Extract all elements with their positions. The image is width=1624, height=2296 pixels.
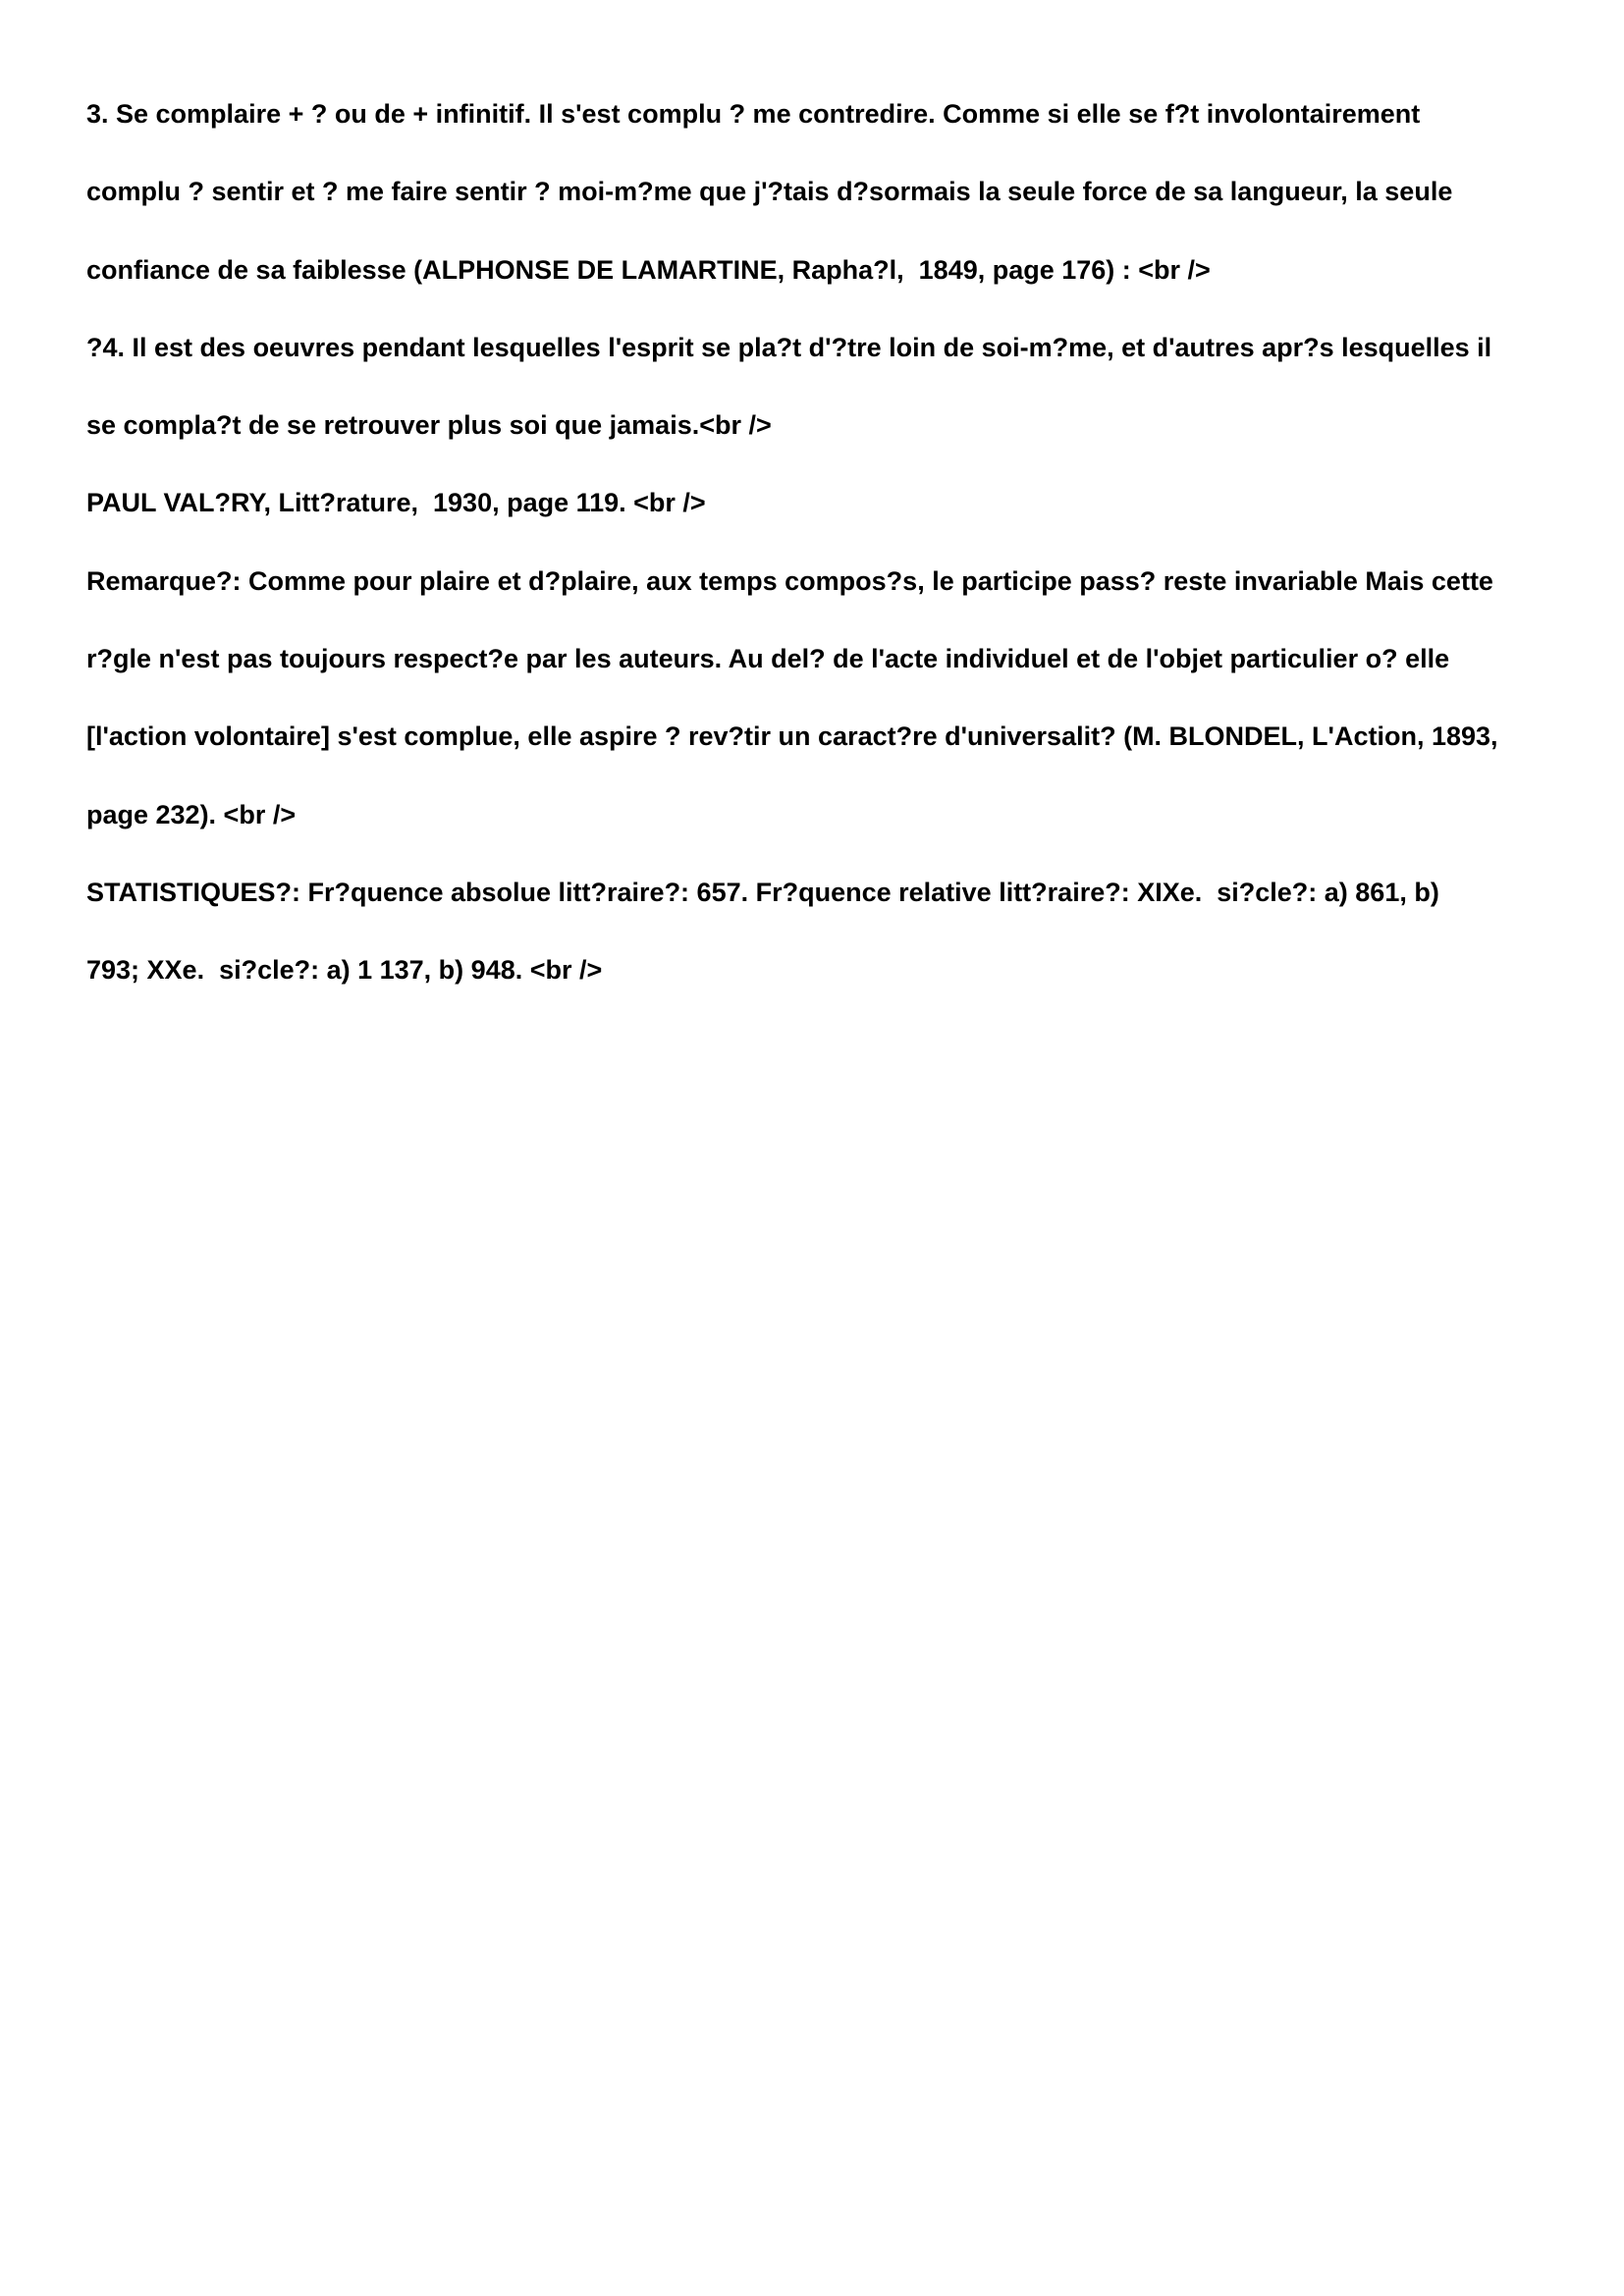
text-line: STATISTIQUES?: Fr?quence absolue litt?raire?: 657. Fr?quence relative litt?raire?: XIXe. si?cle?: a) 861, b): [86, 877, 1439, 907]
text-line: Remarque?: Comme pour plaire et d?plaire, aux temps compos?s, le participe pass? reste invariable Mais cette: [86, 565, 1493, 596]
text-line: r?gle n'est pas toujours respect?e par les auteurs. Au del? de l'acte individuel et de l'objet particulier o? elle: [86, 644, 1450, 674]
text-line: ?4. Il est des oeuvres pendant lesquelles l'esprit se pla?t d'?tre loin de soi-m?me, et d'autres apr?s lesquelles il: [86, 332, 1492, 362]
text-line: [l'action volontaire] s'est complue, elle aspire ? rev?tir un caract?re d'universalit? (M. BLONDEL, L'Action, 1893,: [86, 721, 1498, 752]
text-line: 3. Se complaire + ? ou de + infinitif. Il s'est complu ? me contredire. Comme si elle se f?t involontairement: [86, 99, 1421, 129]
document-text: [86, 94, 1559, 1029]
text-line: 793; XXe. si?cle?: a) 1 137, b) 948. <br />: [86, 955, 603, 986]
text-line: confiance de sa faiblesse (ALPHONSE DE LAMARTINE, Rapha?l, 1849, page 176) : <br />: [86, 254, 1211, 285]
text-line: complu ? sentir et ? me faire sentir ? moi-m?me que j'?tais d?sormais la seule force de sa langueur, la seule: [86, 177, 1453, 207]
text-line: PAUL VAL?RY, Litt?rature, 1930, page 119. <br />: [86, 488, 706, 518]
text-line: page 232). <br />: [86, 799, 297, 829]
text-line: se compla?t de se retrouver plus soi que jamais.<br />: [86, 410, 772, 441]
